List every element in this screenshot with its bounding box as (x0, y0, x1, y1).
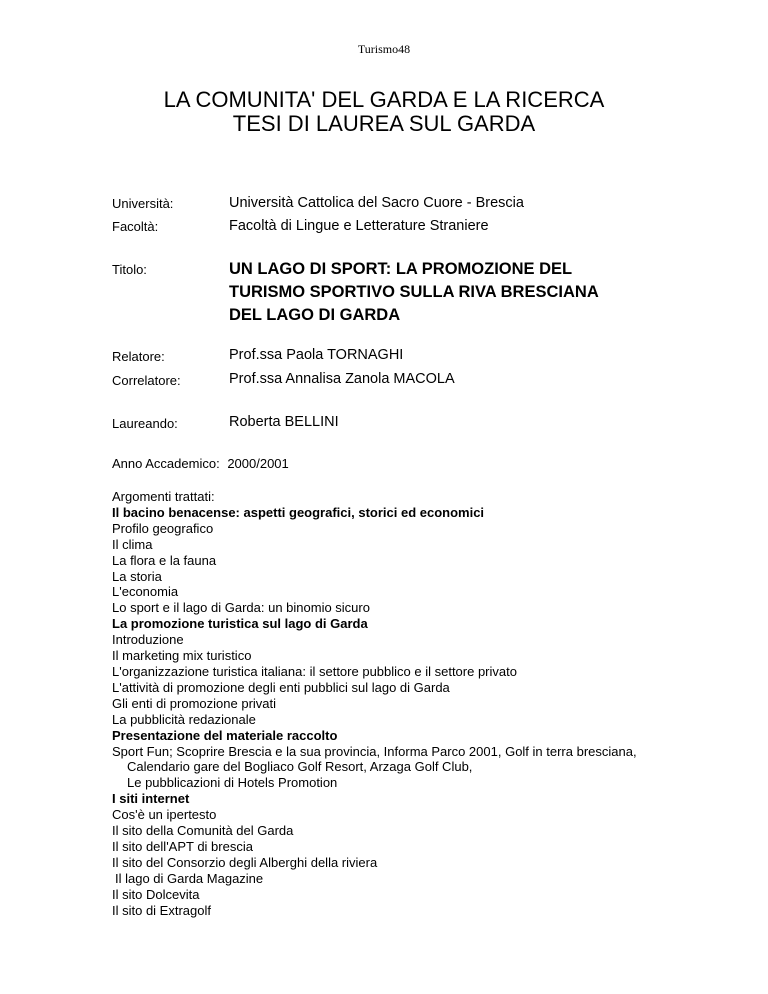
list-item: Calendario gare del Bogliaco Golf Resort, Arzaga Golf Club, (127, 759, 473, 775)
correlatore-value: Prof.ssa Annalisa Zanola MACOLA (229, 371, 455, 387)
anno-accademico (112, 456, 293, 471)
page-header-note: Turismo48 (357, 42, 411, 56)
list-item: Il sito del Consorzio degli Alberghi della riviera (112, 854, 378, 870)
list-item: Lo sport e il lago di Garda: un binomio sicuro (112, 600, 370, 616)
anno-value: 2000/2001 (227, 456, 289, 471)
list-item: Introduzione (112, 632, 184, 648)
list-item: Le pubblicazioni di Hotels Promotion (127, 775, 338, 791)
list-item: La pubblicità redazionale (112, 711, 256, 727)
facolta-value: Facoltà di Lingue e Letterature Straniere (229, 218, 489, 234)
list-item: La storia (112, 568, 162, 584)
list-item: Sport Fun; Scoprire Brescia e la sua provincia, Informa Parco 2001, Golf in terra bresciana, (112, 743, 637, 759)
list-item: Il sito Dolcevita (112, 886, 200, 902)
relatore-value: Prof.ssa Paola TORNAGHI (229, 347, 404, 363)
list-item: Cos'è un ipertesto (112, 807, 217, 823)
correlatore-label: Correlatore: (112, 373, 181, 388)
universita-value: Università Cattolica del Sacro Cuore - Brescia (229, 195, 524, 211)
list-item: Il sito di Extragolf (112, 902, 211, 918)
thesis-title-line-2: TURISMO SPORTIVO SULLA RIVA BRESCIANA (229, 283, 599, 301)
thesis-title-line-1: UN LAGO DI SPORT: LA PROMOZIONE DEL (229, 260, 573, 278)
list-item: Il sito della Comunità del Garda (112, 823, 294, 839)
laureando-value: Roberta BELLINI (229, 414, 339, 430)
anno-label: Anno Accademico: (112, 456, 220, 471)
thesis-title-line-3: DEL LAGO DI GARDA (229, 306, 401, 324)
list-item: Profilo geografico (112, 520, 214, 536)
list-item: Gli enti di promozione privati (112, 695, 277, 711)
list-item: L'attività di promozione degli enti pubblici sul lago di Garda (112, 679, 450, 695)
section-heading: Il bacino benacense: aspetti geografici, storici ed economici (112, 504, 485, 520)
document-title-line-2: TESI DI LAUREA SUL GARDA (232, 111, 536, 136)
universita-label: Università: (112, 196, 174, 211)
laureando-label: Laureando: (112, 416, 178, 431)
list-item: Il sito dell'APT di brescia (112, 838, 253, 854)
document-title-line-1: LA COMUNITA' DEL GARDA E LA RICERCA (163, 87, 605, 112)
list-item: Il clima (112, 536, 153, 552)
facolta-label: Facoltà: (112, 219, 159, 234)
thesis-title (229, 258, 669, 327)
list-item: L'economia (112, 584, 179, 600)
list-item: La flora e la fauna (112, 552, 217, 568)
section-heading: I siti internet (112, 791, 190, 807)
topics-intro: Argomenti trattati: (112, 489, 215, 504)
list-item: Il marketing mix turistico (112, 648, 252, 664)
list-item: Il lago di Garda Magazine (115, 870, 264, 886)
document-title (0, 88, 768, 136)
titolo-label: Titolo: (112, 262, 147, 277)
list-item: L'organizzazione turistica italiana: il settore pubblico e il settore privato (112, 663, 517, 679)
section-heading: Presentazione del materiale raccolto (112, 727, 338, 743)
section-heading: La promozione turistica sul lago di Garda (112, 616, 368, 632)
topics-list (112, 489, 672, 918)
relatore-label: Relatore: (112, 349, 165, 364)
